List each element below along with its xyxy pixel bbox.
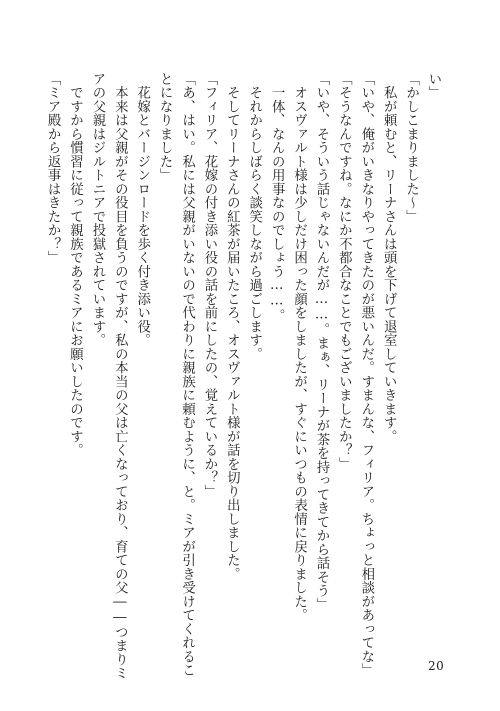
text-line: 「いや、俺がいきなりやってきたのが悪いんだ。すまんな、フィリア。ちょっと相談があってな」 (358, 72, 374, 677)
text-line: 「いや、そういう話じゃないんだが……。まぁ、リーナが茶を持ってきてから話そう」 (313, 72, 329, 612)
text-line: そしてリーナさんの紅茶が届いたころ、オスヴァルト様が話を切り出しました。 (224, 72, 240, 581)
text-line: い」 (426, 72, 441, 100)
text-line: 一体、なんの用事なのでしょう……。 (269, 72, 285, 323)
text-line: 花嫁とバージンロードを歩く付き添い役。 (134, 72, 150, 347)
text-line: 私が頼むと、リーナさんは頭を下げて退室していきます。 (381, 72, 397, 444)
text-line: 「かしこまりました〜」 (403, 72, 419, 224)
text-line: アの父親はジルトニアで投獄されています。 (89, 72, 105, 347)
text-line: 「あ、はい。私には父親がいないので代わりに親族に頼むように、と。ミアが引き受けてくれるこ (179, 72, 195, 677)
text-line: 「ミア殿から返事はきたか？」 (45, 72, 61, 265)
text-line: それからしばらく談笑しながら過ごします。 (246, 72, 262, 361)
text-line: 本来は父親がその役目を負うのですが、私の本当の父は亡くなっており、育ての父――つまりミ (112, 72, 128, 681)
text-line: とになりました」 (157, 72, 173, 182)
text-line: 「フィリア、花嫁の付き添い役の話を前にしたの、覚えているか？」 (201, 72, 217, 499)
page-number: 20 (428, 659, 445, 673)
text-line: オスヴァルト様は少しだけ困った顔をしましたが、すぐにいつもの表情に戻りました。 (291, 72, 307, 622)
text-line: ですから慣習に従って親族であるミアにお願いしたのです。 (67, 72, 83, 457)
text-line: 「そうなんですね。なにか不都合なことでもございましたか？」 (336, 72, 352, 471)
